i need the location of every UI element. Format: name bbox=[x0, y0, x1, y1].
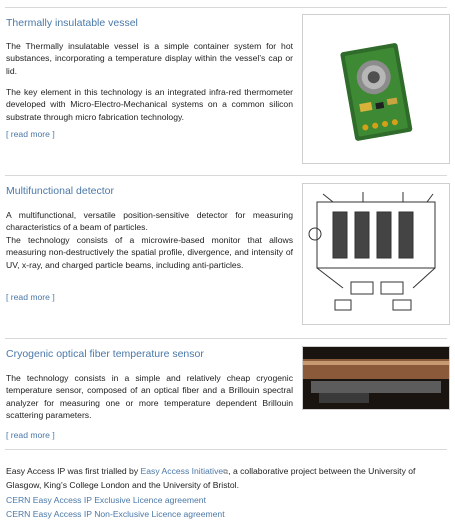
item-description: A multifunctional, versatile position-sensitive detector for measuring characteristics of a beam of particles. bbox=[6, 210, 293, 233]
external-link-icon: ⧉ bbox=[223, 469, 229, 476]
non-exclusive-licence-link[interactable]: CERN Easy Access IP Non-Exclusive Licence agreement bbox=[6, 509, 225, 519]
circuit-board-icon bbox=[303, 15, 449, 163]
item-title-multifunctional-detector[interactable]: Multifunctional detector bbox=[6, 185, 114, 197]
sensor-photo-icon bbox=[303, 347, 449, 409]
item-title-cryogenic-sensor[interactable]: Cryogenic optical fiber temperature sensor bbox=[6, 348, 204, 360]
footer-text-end: , a collaborative project between the University of Glasgow, King’s College London and the University of Bristol. bbox=[6, 466, 416, 491]
footer-text-start: Easy Access IP was first trialled by bbox=[6, 466, 141, 476]
item-title-thermally-insulatable-vessel[interactable]: Thermally insulatable vessel bbox=[6, 17, 138, 29]
divider bbox=[5, 7, 447, 8]
fiber-sensor-photo[interactable] bbox=[302, 346, 450, 410]
easy-access-footer-text bbox=[6, 465, 448, 492]
read-more-link[interactable]: [ read more ] bbox=[6, 430, 55, 440]
thermometer-board-image[interactable] bbox=[302, 14, 450, 164]
divider bbox=[5, 175, 447, 176]
divider bbox=[5, 338, 447, 339]
technical-drawing-icon bbox=[303, 184, 449, 324]
item-description: The key element in this technology is an integrated infra-red thermometer developed with Micro-Electro-Mechanical systems on a common silicon substrate through micro fabrication technology. bbox=[6, 87, 293, 122]
read-more-link[interactable]: [ read more ] bbox=[6, 292, 55, 302]
divider bbox=[5, 449, 447, 450]
item-description: The technology consists of a microwire-based monitor that allows measuring non-destructively the spatial profile, divergence, and intensity of UV, x-ray, and charged particle beams, including anti-particles. bbox=[6, 235, 293, 270]
read-more-link[interactable]: [ read more ] bbox=[6, 129, 55, 139]
item-description: The Thermally insulatable vessel is a simple container system for hot substances, incorporating a temperature display within the vessel’s cap or lid. bbox=[6, 41, 293, 76]
item-description: The technology consists in a simple and relatively cheap cryogenic temperature sensor, composed of an optical fiber and a Brillouin spectral analyzer for measuring one or more temperature dependent Brillouin scattering parameters. bbox=[6, 373, 293, 421]
easy-access-initiative-link[interactable]: Easy Access Initiative bbox=[140, 466, 224, 476]
detector-diagram-image[interactable] bbox=[302, 183, 450, 325]
exclusive-licence-link[interactable]: CERN Easy Access IP Exclusive Licence agreement bbox=[6, 495, 206, 505]
